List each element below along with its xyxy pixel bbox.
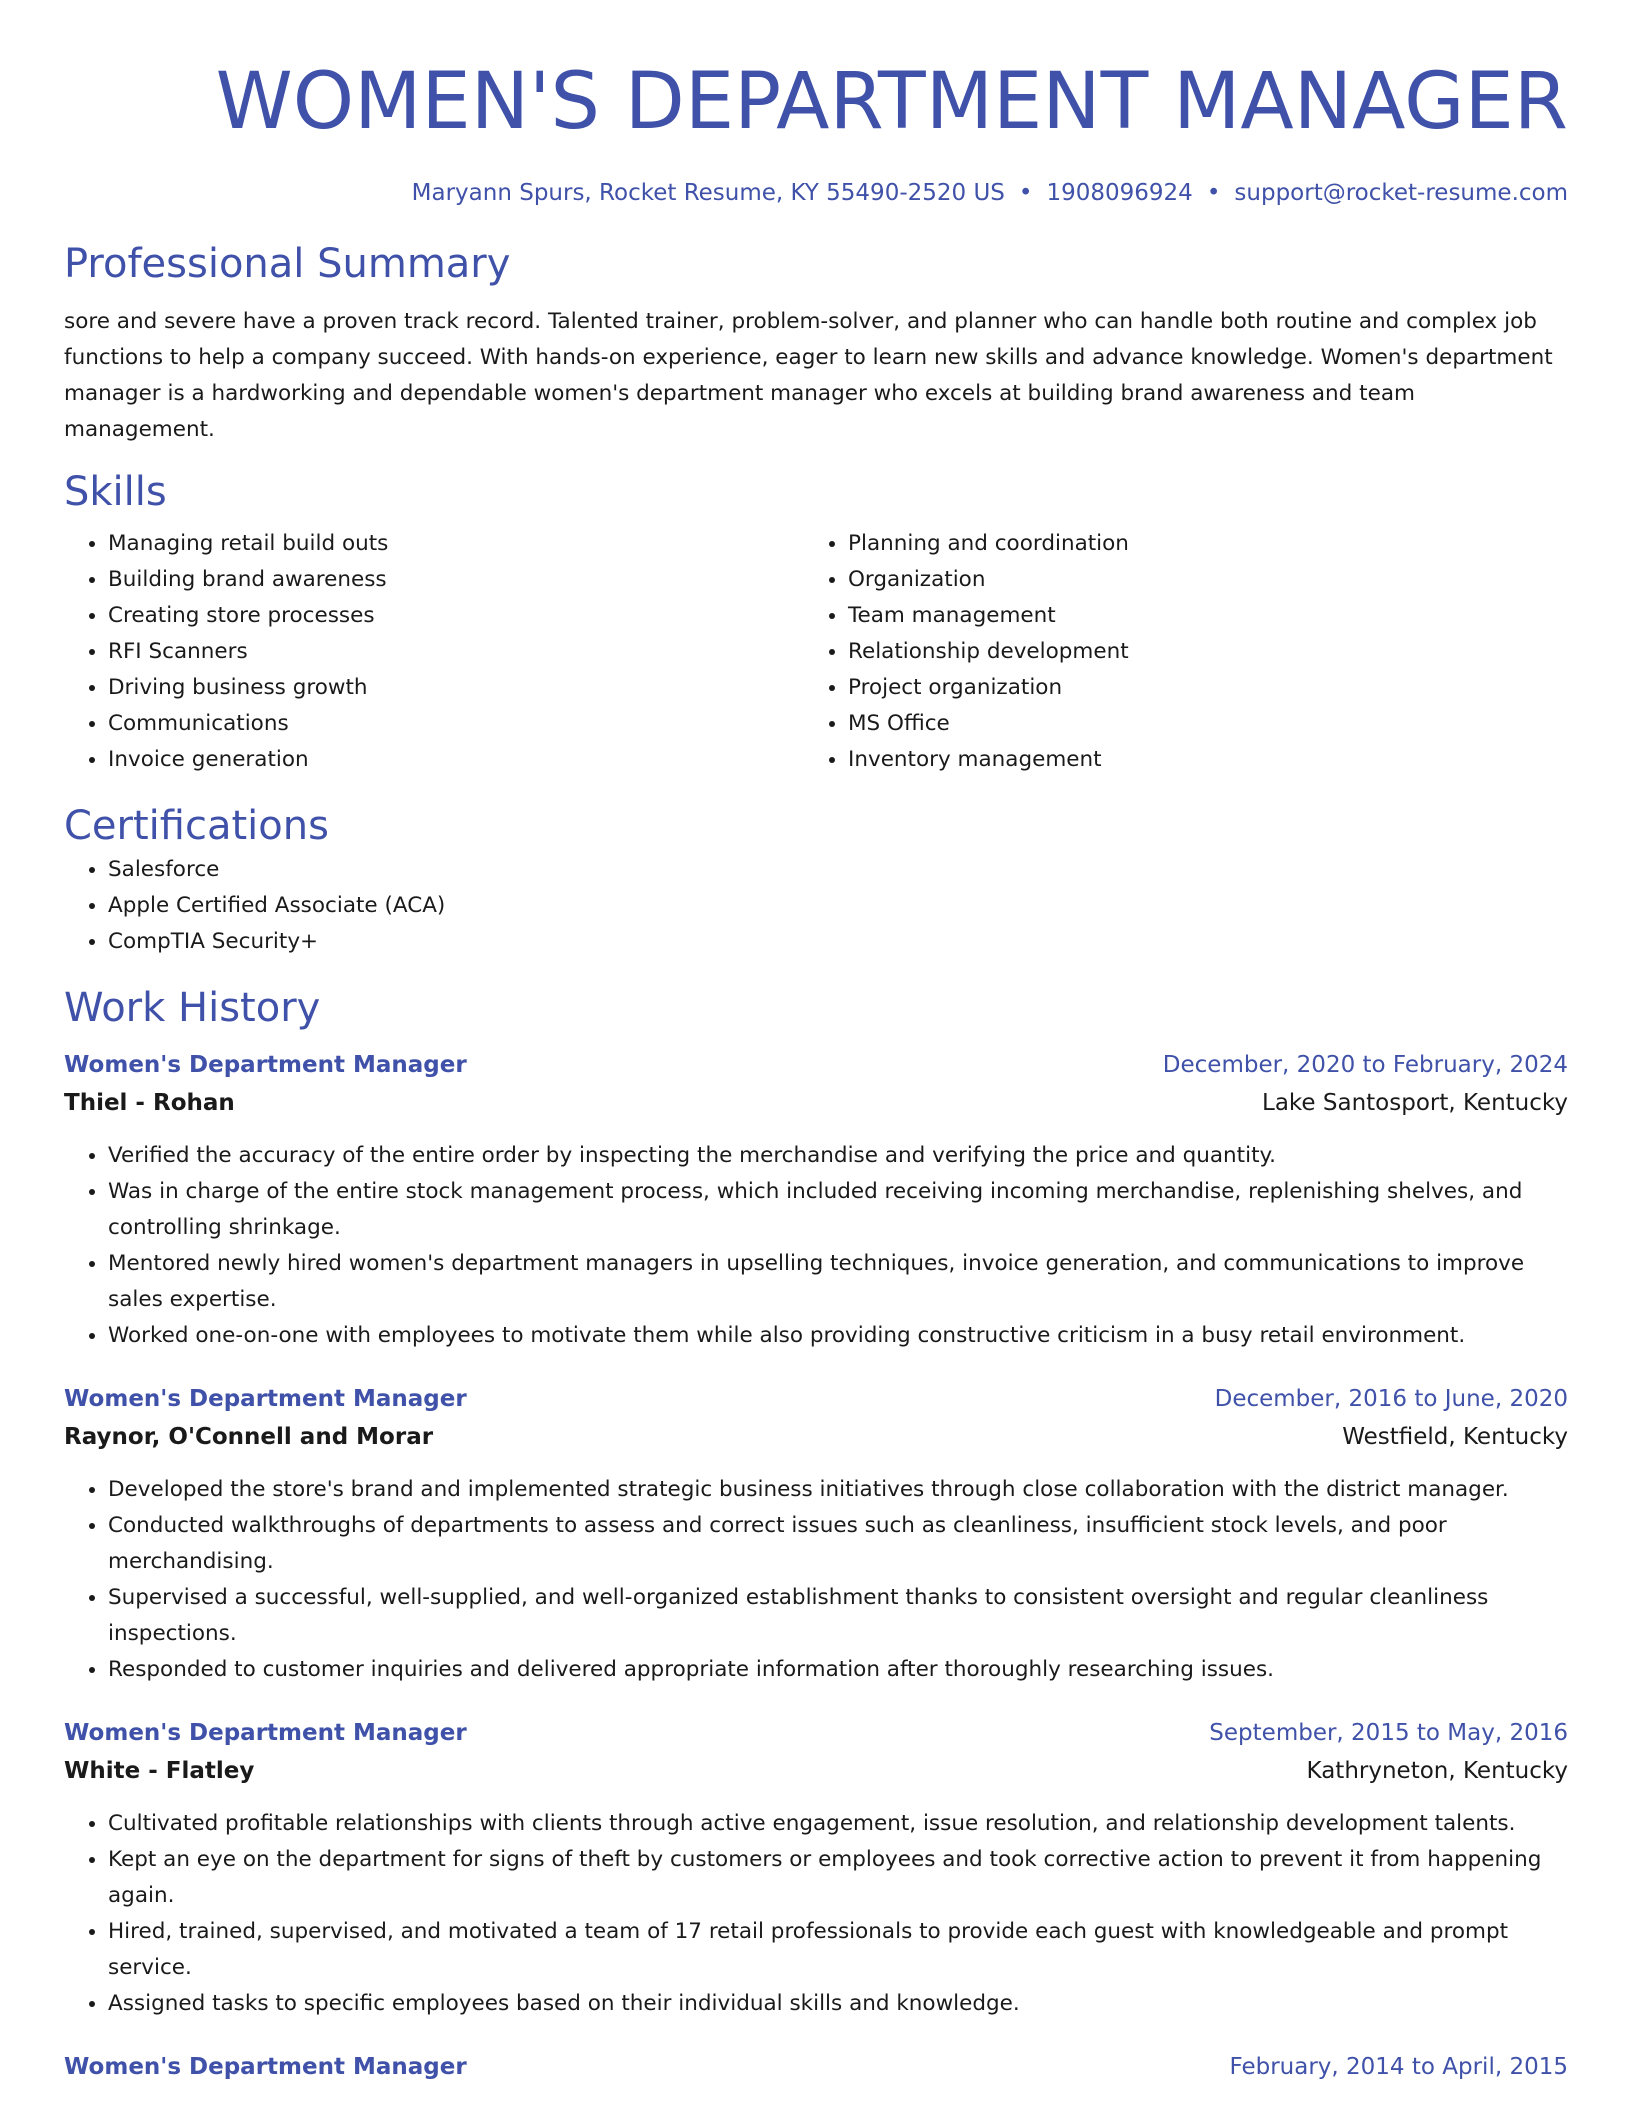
skill-item: • Managing retail build outs (108, 526, 804, 562)
certification-item: • Apple Certified Associate (ACA) (108, 888, 1568, 924)
job-location: Kathryneton, Kentucky (1306, 1758, 1568, 1784)
section-heading-skills: Skills (64, 469, 167, 515)
job-duty-item: • Hired, trained, supervised, and motivated a team of 17 retail professionals to provide each guest with knowledgeable and prompt service. (108, 1914, 1568, 1986)
job-duties-list (64, 1472, 1568, 1688)
job-duty-item: • Supervised a successful, well-supplied, and well-organized establishment thanks to consistent oversight and regular cleanliness inspections. (108, 1580, 1568, 1652)
skill-item: • Team management (848, 598, 1544, 634)
section-heading-summary: Professional Summary (64, 241, 511, 287)
skill-item: • MS Office (848, 706, 1544, 742)
job-duty-item: • Mentored newly hired women's department managers in upselling techniques, invoice generation, and communications to improve sales expertise. (108, 1246, 1568, 1318)
job-entry (64, 1714, 1568, 2022)
contact-address: Maryann Spurs, Rocket Resume, KY 55490-2520 US (411, 180, 1005, 206)
job-title-row (64, 1714, 1568, 1752)
job-company-row (64, 1084, 1568, 1122)
job-title: Women's Department Manager (64, 1720, 467, 1746)
work-history-section (64, 982, 1568, 2086)
certifications-list (64, 852, 1568, 960)
job-entry (64, 1046, 1568, 1354)
job-company: Raynor, O'Connell and Morar (64, 1424, 434, 1450)
contact-email[interactable]: support@rocket-resume.com (1234, 180, 1568, 206)
job-dates: February, 2014 to April, 2015 (1229, 2054, 1568, 2080)
job-duty-item: • Cultivated profitable relationships with clients through active engagement, issue resolution, and relationship development talents. (108, 1806, 1568, 1842)
contact-separator: • (1018, 180, 1033, 206)
skill-item: • Relationship development (848, 634, 1544, 670)
skills-column-left (64, 526, 804, 778)
contact-line (64, 178, 1568, 208)
professional-summary-section (64, 238, 1568, 448)
certifications-section (64, 800, 1568, 960)
contact-separator: • (1206, 180, 1221, 206)
job-duties-list (64, 1138, 1568, 1354)
job-title-row (64, 1380, 1568, 1418)
skill-item: • Creating store processes (108, 598, 804, 634)
resume-header (64, 52, 1568, 208)
job-duty-item: • Worked one-on-one with employees to motivate them while also providing constructive criticism in a busy retail environment. (108, 1318, 1568, 1354)
skill-item: • Invoice generation (108, 742, 804, 778)
job-title-row (64, 1046, 1568, 1084)
job-location: Westfield, Kentucky (1342, 1424, 1568, 1450)
job-entry (64, 1380, 1568, 1688)
job-title-row (64, 2048, 1568, 2086)
skills-list-left (64, 526, 804, 778)
skill-item: • RFI Scanners (108, 634, 804, 670)
skill-item: • Organization (848, 562, 1544, 598)
job-company: Thiel - Rohan (64, 1090, 235, 1116)
job-duty-item: • Developed the store's brand and implemented strategic business initiatives through close collaboration with the district manager. (108, 1472, 1568, 1508)
job-dates: September, 2015 to May, 2016 (1209, 1720, 1568, 1746)
job-company-row (64, 1752, 1568, 1790)
skills-column-right (804, 526, 1544, 778)
skill-item: • Building brand awareness (108, 562, 804, 598)
skills-list-right (804, 526, 1544, 778)
skills-section (64, 466, 1568, 778)
job-title: Women's Department Manager (64, 1386, 467, 1412)
job-duty-item: • Conducted walkthroughs of departments to assess and correct issues such as cleanliness, insufficient stock levels, and poor merchandising. (108, 1508, 1568, 1580)
section-heading-certifications: Certifications (64, 803, 329, 849)
job-duty-item: • Was in charge of the entire stock management process, which included receiving incoming merchandise, replenishing shelves, and controlling shrinkage. (108, 1174, 1568, 1246)
job-location: Lake Santosport, Kentucky (1262, 1090, 1568, 1116)
summary-text: sore and severe have a proven track record. Talented trainer, problem-solver, and planner who can handle both routine and complex job functions to help a company succeed. With hands-on experience, eager to learn new skills and advance knowledge. Women's department manager is a hardworking and dependable women's department manager who excels at building brand awareness and team management. (64, 309, 1553, 442)
job-title: Women's Department Manager (64, 1052, 467, 1078)
job-duty-item: • Assigned tasks to specific employees based on their individual skills and knowledge. (108, 1986, 1568, 2022)
job-title: Women's Department Manager (64, 2054, 467, 2080)
certification-item: • Salesforce (108, 852, 1568, 888)
skill-item: • Driving business growth (108, 670, 804, 706)
section-heading-work-history: Work History (64, 985, 321, 1031)
job-dates: December, 2016 to June, 2020 (1214, 1386, 1568, 1412)
certification-item: • CompTIA Security+ (108, 924, 1568, 960)
skill-item: • Planning and coordination (848, 526, 1544, 562)
job-company-row (64, 1418, 1568, 1456)
job-company: White - Flatley (64, 1758, 255, 1784)
skill-item: • Project organization (848, 670, 1544, 706)
job-duties-list (64, 1806, 1568, 2022)
job-entry (64, 2048, 1568, 2086)
job-dates: December, 2020 to February, 2024 (1162, 1052, 1568, 1078)
skill-item: • Inventory management (848, 742, 1544, 778)
job-duty-item: • Verified the accuracy of the entire order by inspecting the merchandise and verifying the price and quantity. (108, 1138, 1568, 1174)
job-duty-item: • Kept an eye on the department for signs of theft by customers or employees and took corrective action to prevent it from happening again. (108, 1842, 1568, 1914)
job-duty-item: • Responded to customer inquiries and delivered appropriate information after thoroughly researching issues. (108, 1652, 1568, 1688)
skills-grid (64, 526, 1568, 778)
skill-item: • Communications (108, 706, 804, 742)
resume-title: WOMEN'S DEPARTMENT MANAGER (215, 57, 1568, 147)
contact-phone: 1908096924 (1046, 180, 1193, 206)
